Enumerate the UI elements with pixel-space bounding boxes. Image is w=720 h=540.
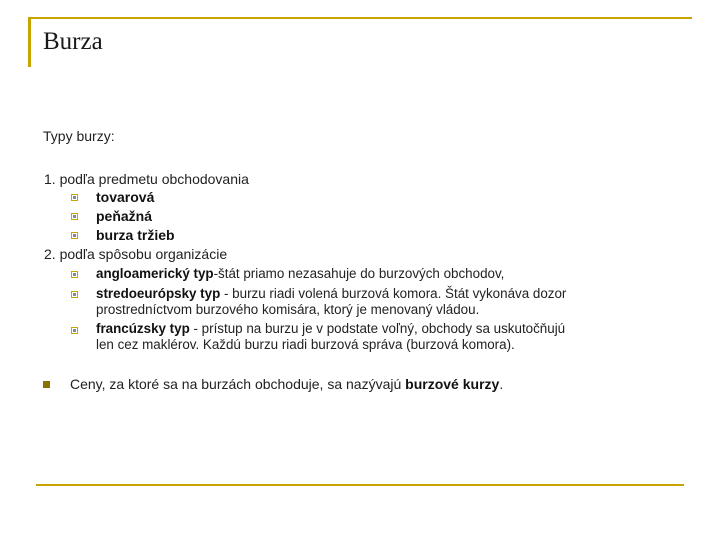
square-bullet-icon <box>71 194 78 201</box>
square-bullet-icon <box>71 213 78 220</box>
closing-text: Ceny, za ktoré sa na burzách obchoduje, sa nazývajú burzové kurzy. <box>70 376 504 392</box>
intro-text: Typy burzy: <box>43 128 115 144</box>
group1-item: burza tržieb <box>96 227 175 243</box>
square-bullet-icon <box>43 381 50 388</box>
group1-item: peňažná <box>96 208 153 224</box>
group2-heading: 2. podľa spôsobu organizácie <box>44 246 228 262</box>
group1-item: tovarová <box>96 189 155 205</box>
group2-item-continuation: len cez maklérov. Každú burzu riadi burzová správa (burzová komora). <box>96 337 515 352</box>
square-bullet-icon <box>71 232 78 239</box>
square-bullet-icon <box>71 291 78 298</box>
group2-item-continuation: prostredníctvom burzového komisára, ktorý je menovaný vládou. <box>96 302 480 317</box>
frame-left-line <box>28 17 31 67</box>
frame-top-line <box>28 17 692 19</box>
slide-title: Burza <box>43 28 103 55</box>
square-bullet-icon <box>71 327 78 334</box>
group2-item: angloamerický typ-štát priamo nezasahuje do burzových obchodov, <box>96 266 505 281</box>
group1-heading: 1. podľa predmetu obchodovania <box>44 171 249 187</box>
group2-item: stredoeurópsky typ - burzu riadi volená burzová komora. Štát vykonáva dozor <box>96 286 567 301</box>
frame-bottom-line <box>36 484 684 486</box>
square-bullet-icon <box>71 271 78 278</box>
group2-item: francúzsky typ - prístup na burzu je v podstate voľný, obchody sa uskutočňujú <box>96 321 566 336</box>
